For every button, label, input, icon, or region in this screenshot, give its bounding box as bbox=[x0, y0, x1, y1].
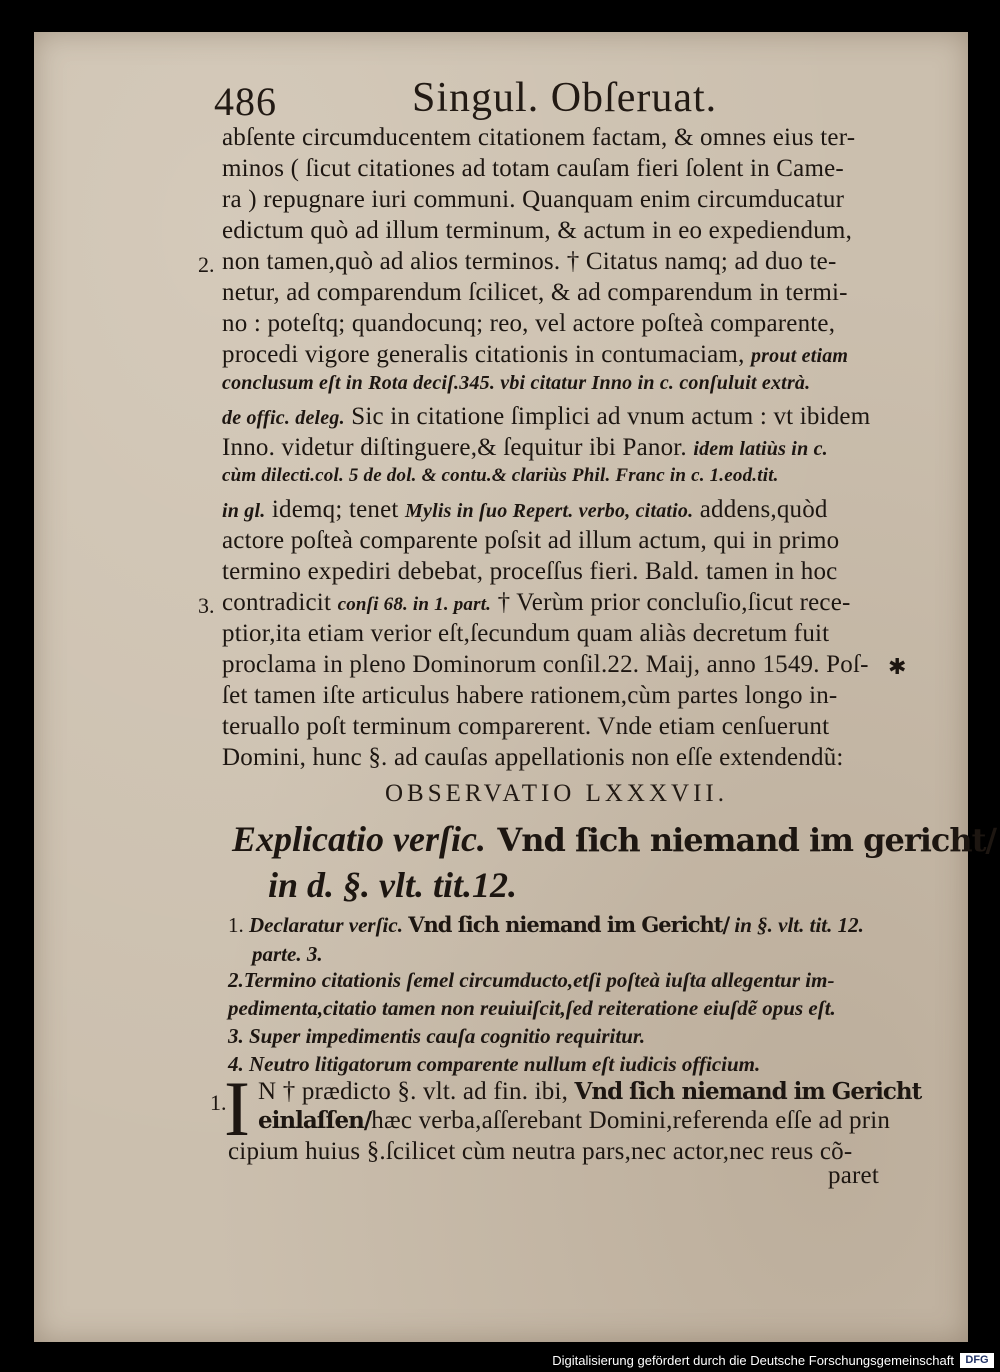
text-line: teruallo poſt terminum comparerent. Vnde etiam cenſuerunt bbox=[222, 713, 830, 740]
observation-title bbox=[232, 818, 996, 860]
text-line bbox=[222, 496, 828, 524]
margin-star: ✱ bbox=[888, 654, 907, 679]
title-gothic: Vnd ſich niemand im gericht/ bbox=[497, 821, 997, 859]
text-line: abſente circumducentem citationem factam, & omnes eius ter- bbox=[222, 124, 856, 151]
summary-item-2-cont bbox=[228, 996, 836, 1021]
citation-span: prout etiam bbox=[750, 345, 849, 367]
text-line: ſet tamen iſte articulus habere rationem,cùm partes longo in- bbox=[222, 682, 838, 709]
funding-notice: Digitalisierung gefördert durch die Deutsche Forschungsgemeinschaft bbox=[552, 1353, 954, 1368]
dfg-logo: DFG bbox=[960, 1353, 994, 1368]
summary-gothic: Vnd ſich niemand im Gericht/ bbox=[408, 912, 730, 937]
margin-note-2: 2. bbox=[198, 252, 215, 277]
citation-span: conclusum eſt in Rota deciſ.345. vbi citatur Inno in c. conſuluit extrà. bbox=[222, 372, 811, 394]
text-line: non tamen,quò ad alios terminos. † Citatus namq; ad duo te- bbox=[222, 248, 837, 275]
gothic-span: einlaſſen/ bbox=[258, 1107, 372, 1134]
text-line: actore poſteà comparente poſsit ad illum actum, qui in primo bbox=[222, 527, 840, 554]
text-span: hæc verba,aſſerebant Domini,referenda eſſe ad prin bbox=[371, 1107, 891, 1134]
summary-item-4 bbox=[228, 1052, 760, 1077]
citation-span: cùm dilecti.col. 5 de dol. & contu.& clariùs Phil. Franc in c. 1.eod.tit. bbox=[222, 465, 779, 486]
summary-item-3 bbox=[228, 1024, 645, 1049]
text-line bbox=[222, 341, 848, 369]
summary-italic: in §. vlt. tit. 12. bbox=[734, 913, 864, 937]
running-head: Singul. Obſeruat. bbox=[412, 75, 718, 121]
drop-capital: I bbox=[224, 1065, 250, 1152]
text-span: addens,quòd bbox=[699, 496, 828, 523]
text-line bbox=[222, 434, 828, 462]
text-line: minos ( ſicut citationes ad totam cauſam fieri ſolent in Came- bbox=[222, 155, 844, 182]
text-span: N † prædicto §. vlt. ad fin. ibi, bbox=[258, 1078, 569, 1105]
footer-bar bbox=[0, 1350, 1000, 1372]
text-line: ra ) repugnare iuri communi. Quanquam enim circumducatur bbox=[222, 186, 845, 213]
summary-italic: Declaratur verſic. bbox=[249, 913, 403, 937]
text-span: idemq; tenet bbox=[271, 496, 399, 523]
text-span: procedi vigore generalis citationis in contumaciam, bbox=[222, 341, 745, 368]
observation-title-line2: in d. §. vlt. tit.12. bbox=[268, 865, 518, 905]
citation-span: Mylis in ſuo Repert. verbo, citatio. bbox=[405, 500, 694, 522]
catchword: paret bbox=[828, 1162, 879, 1189]
text-line: cipium huius §.ſcilicet cùm neutra pars,nec actor,nec reus cõ- bbox=[228, 1138, 853, 1165]
text-line bbox=[222, 465, 779, 487]
summary-item-1 bbox=[228, 912, 864, 938]
page-number: 486 bbox=[214, 79, 277, 124]
observation-heading: OBSERVATIO LXXXVII. bbox=[385, 780, 728, 807]
summary-italic: parte. 3. bbox=[252, 942, 323, 966]
citation-span: in gl. bbox=[222, 500, 266, 522]
margin-note-3: 3. bbox=[198, 593, 215, 618]
text-span: Inno. videtur diſtinguere,& ſequitur ibi Panor. bbox=[222, 434, 687, 461]
text-line: termino expediri debebat, proceſſus fieri. Bald. tamen in hoc bbox=[222, 558, 838, 585]
text-line bbox=[222, 589, 851, 617]
gothic-span: Vnd ſich niemand im Gericht bbox=[574, 1078, 922, 1105]
text-span: Sic in citatione ſimplici ad vnum actum : vt ibidem bbox=[351, 403, 871, 430]
text-line: proclama in pleno Dominorum conſil.22. Maij, anno 1549. Poſ- bbox=[222, 651, 869, 678]
text-line: Domini, hunc §. ad cauſas appellationis non eſſe extendendũ: bbox=[222, 744, 844, 771]
text-line: no : poteſtq; quandocunq; reo, vel actore poſteà comparente, bbox=[222, 310, 836, 337]
text-line bbox=[222, 403, 870, 431]
text-span: † Verùm prior concluſio,ſicut rece- bbox=[497, 589, 851, 616]
text-line: edictum quò ad illum terminum, & actum in eo expediendum, bbox=[222, 217, 853, 244]
summary-italic: 2.Termino citationis ſemel circumducto,etſi poſteà iuſta allegentur im- bbox=[228, 968, 835, 992]
citation-span: idem latiùs in c. bbox=[693, 438, 828, 460]
margin-note-1: 1. bbox=[210, 1090, 227, 1115]
summary-italic: 4. Neutro litigatorum comparente nullum eſt iudicis officium. bbox=[228, 1052, 761, 1076]
summary-item-2 bbox=[228, 968, 834, 993]
citation-span: de offic. deleg. bbox=[222, 407, 345, 429]
text-line bbox=[222, 372, 810, 395]
summary-number: 1. bbox=[228, 913, 244, 937]
summary-italic: pedimenta,citatio tamen non reuiuiſcit,ſed reiteratione eiuſdẽ opus eſt. bbox=[228, 996, 836, 1020]
text-span: contradicit bbox=[222, 589, 332, 616]
citation-span: conſi 68. in 1. part. bbox=[337, 594, 492, 615]
title-latin: Explicatio verſic. bbox=[232, 819, 486, 859]
text-line: ptior,ita etiam verior eſt,ſecundum quam aliàs decretum fuit bbox=[222, 620, 830, 647]
summary-item-1-cont bbox=[252, 942, 323, 967]
text-line: netur, ad comparendum ſcilicet, & ad comparendum in termi- bbox=[222, 279, 848, 306]
text-line bbox=[258, 1078, 921, 1106]
text-line bbox=[258, 1107, 890, 1135]
summary-italic: 3. Super impedimentis cauſa cognitio requiritur. bbox=[228, 1024, 646, 1048]
